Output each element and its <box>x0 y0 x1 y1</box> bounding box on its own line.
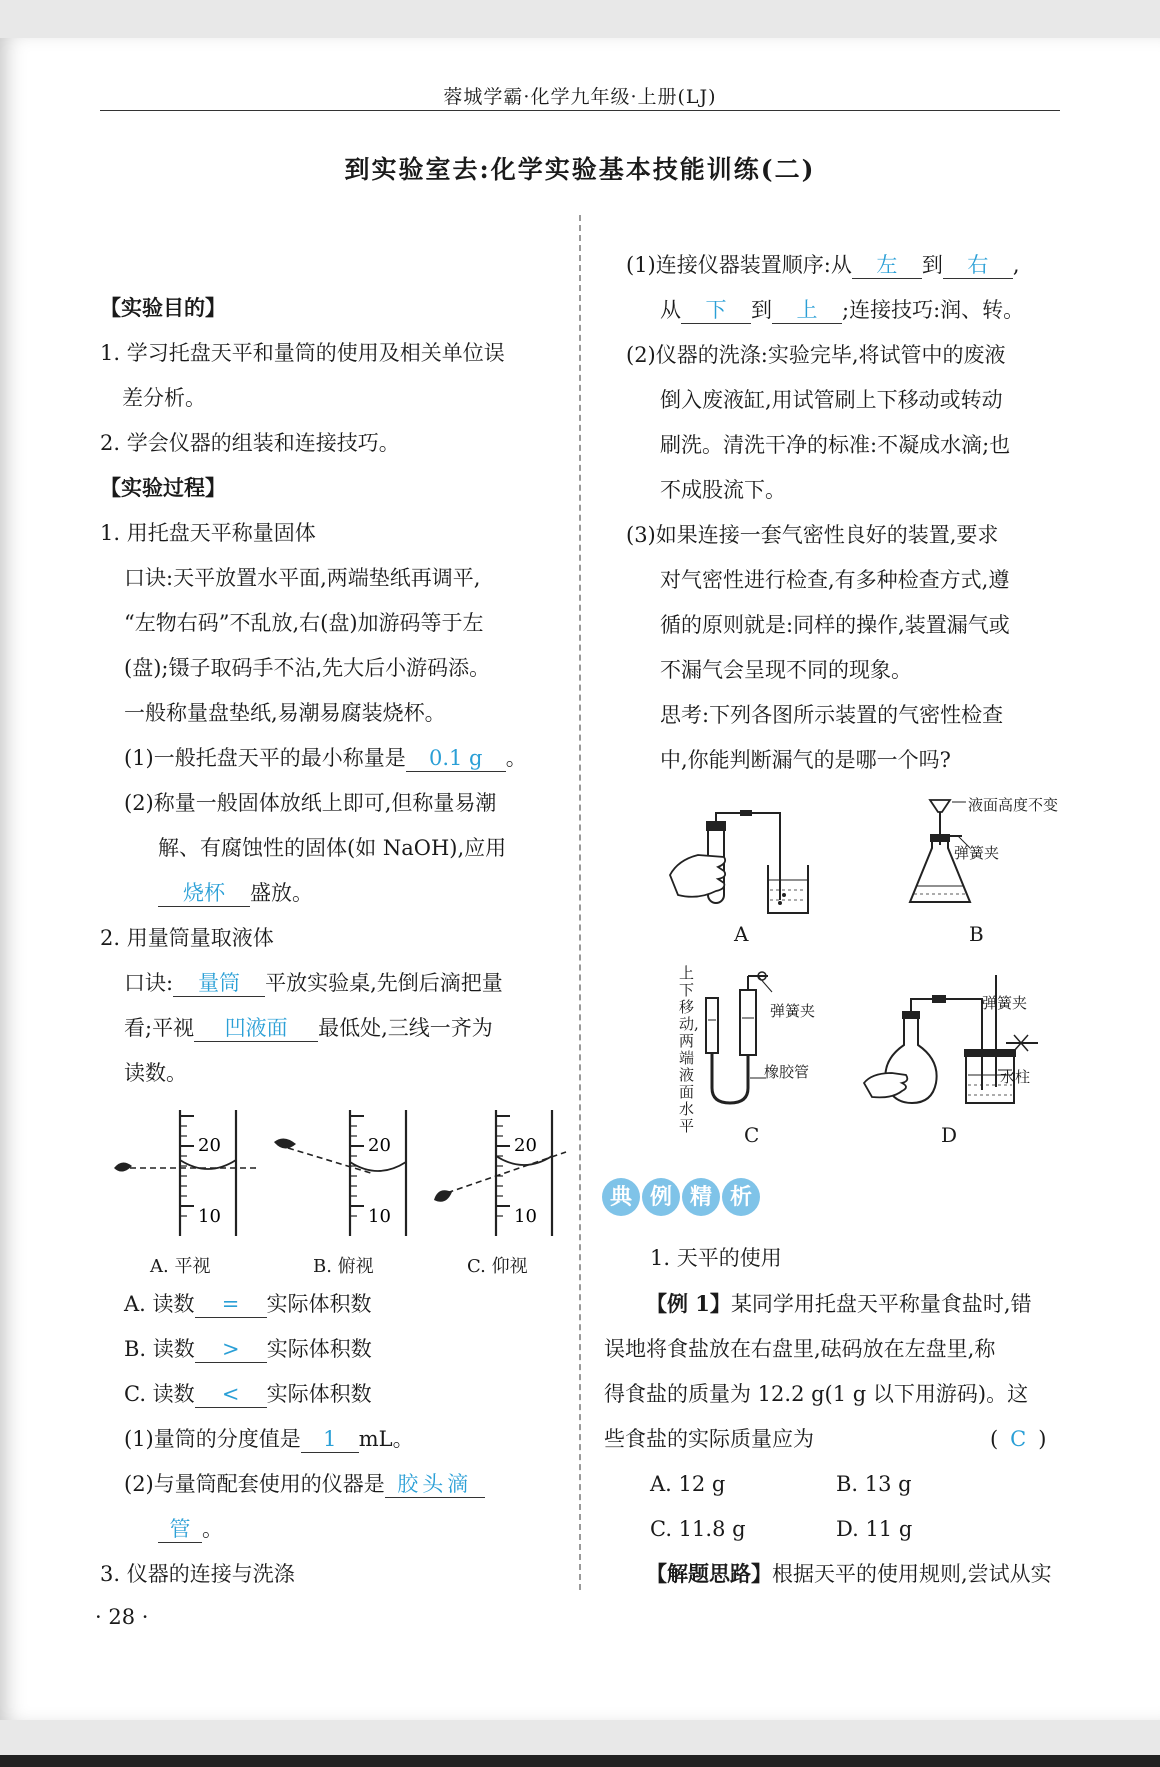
read-b-post: 实际体积数 <box>266 1337 372 1361</box>
badge-char-4: 析 <box>722 1178 760 1216</box>
eye-icon-c <box>434 1190 452 1202</box>
bracket-left: ( <box>990 1427 999 1451</box>
gas-1: (3)如果连接一套气密性良好的装置,要求 <box>626 523 999 547</box>
example-text-1: 某同学用托盘天平称量食盐时,错 <box>730 1292 1032 1316</box>
read-a-pre: A. 读数 <box>124 1292 195 1316</box>
p1-q1-post: 。 <box>505 746 527 770</box>
example-line-3: 得食盐的质量为 12.2 g(1 g 以下用游码)。这 <box>604 1382 1029 1406</box>
hand-icon-a <box>670 855 725 897</box>
read-c-pre: C. 读数 <box>124 1382 195 1406</box>
think-1: 思考:下列各图所示装置的气密性检查 <box>660 703 1004 727</box>
p2-r2-post: 最低处,三线一齐为 <box>318 1016 493 1040</box>
page-title: 到实验室去:化学实验基本技能训练(二) <box>344 155 816 184</box>
c1-answer-2: 右 <box>943 252 1013 279</box>
option-a: A. 12 g <box>650 1472 726 1496</box>
header-rule <box>100 110 1060 111</box>
fig-letter-d: D <box>941 1123 958 1147</box>
p1-rhyme-4: 一般称量盘垫纸,易潮易腐装烧杯。 <box>124 701 446 725</box>
c2-mid: 到 <box>751 298 772 322</box>
option-d: D. 11 g <box>836 1517 913 1541</box>
purpose-2: 2. 学会仪器的组装和连接技巧。 <box>100 431 400 455</box>
p1-rhyme-3: (盘);镊子取码手不沾,先大后小游码添。 <box>124 656 491 680</box>
c1-answer-1: 左 <box>852 252 922 279</box>
c2-answer-1: 下 <box>681 297 751 324</box>
c2-answer-2: 上 <box>772 297 842 324</box>
p2-q2-cont <box>158 1514 223 1544</box>
p2-q1-post: mL。 <box>358 1427 414 1451</box>
p2-r1-post: 平放实验桌,先倒后滴把量 <box>265 971 503 995</box>
p2-r1-pre: 口诀: <box>124 971 174 995</box>
apparatus-c-figure <box>700 968 790 1113</box>
cylinder-a <box>114 1110 256 1236</box>
p1-q2-post: 盛放。 <box>250 881 313 905</box>
tick-20-b: 20 <box>368 1135 391 1156</box>
label-move-side: 上下移动,两端液面水平 <box>679 964 699 1135</box>
p1-q1-answer: 0.1 g <box>406 745 506 772</box>
gas-2: 对气密性进行检查,有多种检查方式,遵 <box>660 568 1010 592</box>
p2-title: 2. 用量筒量取液体 <box>100 926 274 950</box>
read-a <box>124 1289 372 1319</box>
label-clamp-d: 弹簧夹 <box>982 994 1028 1012</box>
cylinder-b <box>274 1110 406 1236</box>
p2-rhyme-2 <box>124 1013 493 1043</box>
wash-2: 倒入废液缸,用试管刷上下移动或转动 <box>660 388 1003 412</box>
p1-q2a: (2)称量一般固体放纸上即可,但称量易潮 <box>124 791 497 815</box>
option-b: B. 13 g <box>836 1472 912 1496</box>
gas-3: 循的原则就是:同样的操作,装置漏气或 <box>660 613 1010 637</box>
top-margin <box>0 0 1160 38</box>
p1-title: 1. 用托盘天平称量固体 <box>100 521 316 545</box>
label-rubber-tube: 橡胶管 <box>764 1063 810 1081</box>
read-a-post: 实际体积数 <box>266 1292 372 1316</box>
fig-letter-c: C <box>744 1123 760 1147</box>
p1-q2c <box>158 878 313 908</box>
p2-r1-answer: 量筒 <box>173 970 265 997</box>
purpose-heading: 【实验目的】 <box>100 295 226 320</box>
caption-b: B. 俯视 <box>313 1256 374 1277</box>
p2-r2-pre: 看;平视 <box>124 1016 195 1040</box>
tick-10-c: 10 <box>514 1206 537 1227</box>
idea-text: 根据天平的使用规则,尝试从实 <box>772 1562 1052 1586</box>
connect-line-1 <box>626 250 1020 280</box>
caption-a: A. 平视 <box>150 1256 211 1277</box>
bottom-strip <box>0 1755 1160 1767</box>
tick-20-a: 20 <box>198 1135 221 1156</box>
example-answer-bracket <box>990 1424 1046 1454</box>
c2-post: ;连接技巧:润、转。 <box>842 298 1025 322</box>
c2-pre: 从 <box>660 298 681 322</box>
example-line-2: 误地将食盐放在右盘里,砝码放在左盘里,称 <box>604 1337 996 1361</box>
example-badge <box>602 1178 762 1216</box>
read-c <box>124 1379 372 1409</box>
idea-label: 【解题思路】 <box>646 1561 772 1586</box>
p1-q1 <box>124 743 527 773</box>
label-clamp-c: 弹簧夹 <box>770 1002 816 1020</box>
example-line-4: 些食盐的实际质量应为 <box>604 1427 814 1451</box>
tick-20-c: 20 <box>514 1135 537 1156</box>
tick-10-b: 10 <box>368 1206 391 1227</box>
p2-q2-answer-1: 胶头滴 <box>385 1471 485 1498</box>
running-header: 蓉城学霸·化学九年级·上册(LJ) <box>443 86 717 108</box>
p1-q2b: 解、有腐蚀性的固体(如 NaOH),应用 <box>158 836 507 860</box>
p2-q2 <box>124 1469 485 1499</box>
option-c: C. 11.8 g <box>650 1517 746 1541</box>
read-a-answer: = <box>195 1291 267 1318</box>
p2-q2-answer-2: 管 <box>158 1516 202 1543</box>
connect-line-2 <box>660 295 1024 325</box>
example-subtitle: 1. 天平的使用 <box>650 1246 782 1270</box>
p2-rhyme-3: 读数。 <box>124 1061 187 1085</box>
read-c-answer: < <box>195 1381 267 1408</box>
c1-post: , <box>1012 253 1020 277</box>
eye-icon-b <box>274 1138 296 1148</box>
badge-char-1: 典 <box>602 1178 640 1216</box>
badge-char-3: 精 <box>682 1178 720 1216</box>
wash-1: (2)仪器的洗涤:实验完毕,将试管中的废液 <box>626 343 1006 367</box>
eye-icon-a <box>114 1162 132 1171</box>
idea-line <box>646 1559 1052 1589</box>
read-c-post: 实际体积数 <box>266 1382 372 1406</box>
read-b-answer: > <box>195 1336 267 1363</box>
read-b-pre: B. 读数 <box>124 1337 195 1361</box>
c1-pre: (1)连接仪器装置顺序:从 <box>626 253 852 277</box>
badge-char-2: 例 <box>642 1178 680 1216</box>
page-number: · 28 · <box>95 1605 149 1629</box>
caption-c: C. 仰视 <box>467 1256 528 1277</box>
label-clamp-b: 弹簧夹 <box>954 844 1000 862</box>
p2-q1 <box>124 1424 414 1454</box>
p1-q2-answer: 烧杯 <box>158 880 250 907</box>
p1-q1-pre: (1)一般托盘天平的最小称量是 <box>124 746 406 770</box>
p2-r2-answer: 凹液面 <box>194 1015 318 1042</box>
example-line-1 <box>646 1289 1032 1319</box>
column-divider <box>579 215 581 1590</box>
p2-q1-answer: 1 <box>301 1426 359 1453</box>
process-heading: 【实验过程】 <box>100 475 226 500</box>
purpose-1b: 差分析。 <box>122 386 206 410</box>
p1-rhyme-1: 口诀:天平放置水平面,两端垫纸再调平, <box>124 566 481 590</box>
bracket-right: ) <box>1038 1427 1047 1451</box>
hand-icon-d <box>864 1073 907 1097</box>
p2-q2-post: 。 <box>202 1517 223 1541</box>
p3-title: 3. 仪器的连接与洗涤 <box>100 1562 295 1586</box>
label-water-column: 水柱 <box>1000 1068 1031 1086</box>
fig-letter-b: B <box>969 922 984 946</box>
bottom-margin <box>0 1720 1160 1767</box>
wash-3: 刷洗。清洗干净的标准:不凝成水滴;也 <box>660 433 1011 457</box>
p1-rhyme-2: “左物右码”不乱放,右(盘)加游码等于左 <box>124 611 484 635</box>
gas-4: 不漏气会呈现不同的现象。 <box>660 658 912 682</box>
cylinder-c <box>434 1110 566 1236</box>
c1-mid: 到 <box>921 253 943 277</box>
think-2: 中,你能判断漏气的是哪一个吗? <box>660 748 951 772</box>
example-label: 【例 1】 <box>646 1291 731 1316</box>
tick-10-a: 10 <box>198 1206 221 1227</box>
wash-4: 不成股流下。 <box>660 478 786 502</box>
label-level-unchanged: 液面高度不变 <box>968 796 1059 814</box>
p2-rhyme-1 <box>124 968 503 998</box>
example-answer: C <box>1010 1427 1027 1451</box>
p2-q2-pre: (2)与量筒配套使用的仪器是 <box>124 1472 385 1496</box>
read-b <box>124 1334 372 1364</box>
p2-q1-pre: (1)量筒的分度值是 <box>124 1427 301 1451</box>
purpose-1a: 1. 学习托盘天平和量筒的使用及相关单位误 <box>100 341 505 365</box>
fig-letter-a: A <box>734 922 749 946</box>
